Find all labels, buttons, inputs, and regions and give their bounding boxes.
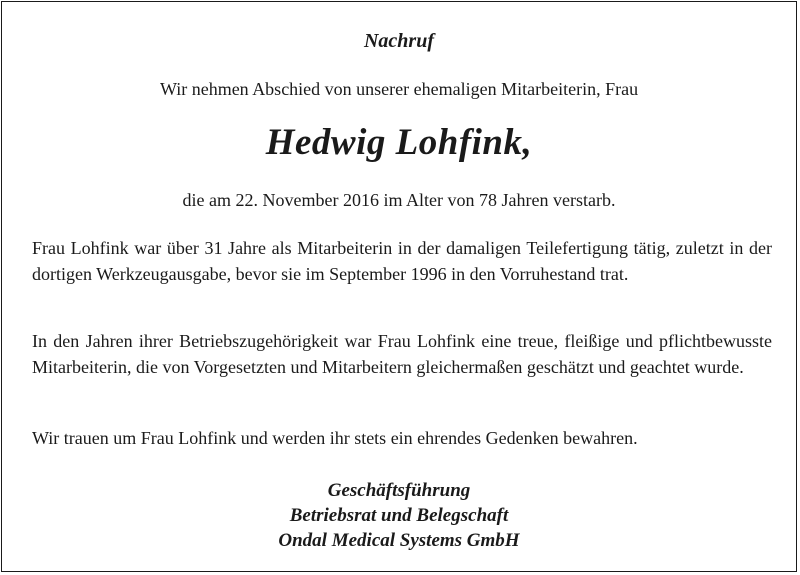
- paragraph-career: Frau Lohfink war über 31 Jahre als Mitarbeiterin in der damaligen Teilefertigung tätig, zuletzt in der dortigen Werkzeugausgabe, bevor sie im September 1996 in den Vorruhestand trat.: [32, 238, 772, 284]
- intro-text: Wir nehmen Abschied von unserer ehemaligen Mitarbeiterin, Frau: [159, 79, 639, 99]
- notice-heading: Nachruf: [363, 30, 434, 52]
- paragraph-mourning: Wir trauen um Frau Lohfink und werden ihr stets ein ehrendes Gedenken bewahren.: [32, 428, 638, 448]
- signature-company: Ondal Medical Systems GmbH: [278, 530, 520, 551]
- signature-management: Geschäftsführung: [327, 480, 471, 501]
- death-date-text: die am 22. November 2016 im Alter von 78 Jahren verstarb.: [182, 190, 616, 210]
- paragraph-character: In den Jahren ihrer Betriebszugehörigkeit war Frau Lohfink eine treue, fleißige und pflichtbewusste Mitarbeiterin, die von Vorgesetzten und Mitarbeitern gleichermaßen geschätzt und geachtet wurde.: [32, 331, 772, 377]
- obituary-notice: [1, 1, 797, 572]
- deceased-name: Hedwig Lohfink,: [265, 122, 533, 163]
- signature-works-council: Betriebsrat und Belegschaft: [289, 505, 509, 526]
